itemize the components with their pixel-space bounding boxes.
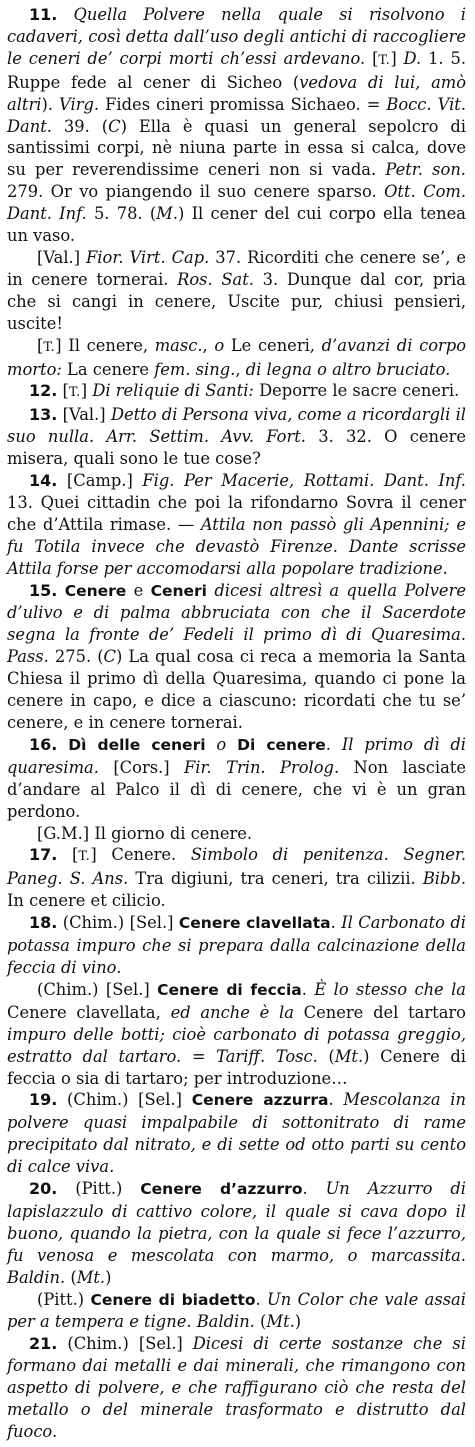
source-tag: T. bbox=[378, 52, 391, 68]
italic-segment: ed anche è la bbox=[170, 1002, 294, 1022]
italic-segment: Mt. bbox=[266, 1312, 295, 1332]
italic-segment: masc. bbox=[154, 335, 203, 355]
text-segment: . bbox=[255, 1289, 268, 1309]
text-segment: Non lasciate d’andare al Palco il dì di cenere, che vi è un gran perdono. bbox=[7, 757, 466, 821]
italic-segment: Dicesi di certe sostanze che si formano dai metalli e dai minerali, che rimangono con aspetto di polvere, e che raffigurano ciò che resta del metallo o del minerale trasformato e distrutto dal fuoco. bbox=[7, 1334, 466, 1441]
text-segment: (Chim.) [Sel.] bbox=[57, 1334, 193, 1354]
source-tag: T. bbox=[43, 339, 56, 355]
text-segment: , bbox=[235, 359, 246, 379]
text-segment: ] bbox=[390, 48, 404, 68]
entry-20 bbox=[7, 1178, 466, 1289]
text-segment: ] Cenere. bbox=[90, 845, 191, 865]
italic-segment: Fir. Trin. Prolog. bbox=[184, 757, 340, 777]
italic-segment: Mescolanza in polvere quasi impalpabile di sottonitrato di rame precipitato dal nitrato, e di sette od otto parti su cento di calce viva. bbox=[7, 1090, 466, 1177]
entry-20-b bbox=[7, 1289, 466, 1334]
headword: Dì delle ceneri bbox=[68, 735, 206, 754]
entry-number: 19. bbox=[29, 1090, 58, 1110]
text-segment: (Chim.) [Sel.] bbox=[57, 1090, 192, 1110]
text-segment: In cenere et cilicio. bbox=[7, 891, 166, 911]
entry-number: 12. bbox=[29, 381, 58, 401]
headword: Cenere clavellata bbox=[178, 914, 331, 933]
text-segment: 279. Or vo piangendo il suo cenere sparso. bbox=[7, 182, 385, 202]
headword: Di cenere bbox=[237, 735, 326, 754]
text-segment: . bbox=[330, 913, 342, 933]
entry-number: 16. bbox=[29, 734, 58, 754]
headword: Cenere di feccia bbox=[157, 980, 302, 999]
italic-segment: Bocc. Vit. Dant. bbox=[7, 94, 467, 136]
text-segment: ) bbox=[105, 1267, 112, 1287]
italic-segment: Di reliquie di Santi: bbox=[92, 381, 254, 401]
entry-number: 13. bbox=[29, 405, 58, 425]
text-segment: 37. Ricorditi che cenere se’, e in cenere tornerai. bbox=[7, 247, 466, 289]
text-segment: ) La qual cosa ci reca a memoria la Santa Chiesa il primo dì della Quaresima, quando ci pone la cenere in capo, e dice a ciascuno: ricordati che tu se’ cenere, e in cenere tornerai. bbox=[7, 647, 466, 732]
text-segment: 275. ( bbox=[48, 647, 104, 667]
text-segment: (Chim.) [Sel.] bbox=[37, 979, 158, 999]
entry-number: 17. bbox=[29, 845, 58, 865]
text-segment: [G.M.] Il giorno di cenere. bbox=[37, 823, 253, 843]
italic-segment: dicesi altresì a quella Polvere d’ulivo e di palma abbruciata con che il Sacerdote segna la fronte de’ Fedeli il primo dì di Quaresima. Pass. bbox=[7, 580, 466, 667]
text-segment: . bbox=[325, 734, 342, 754]
italic-segment: o bbox=[214, 335, 225, 355]
italic-segment: Un Color che vale assai per a tempera e tigne. Baldin. bbox=[7, 1289, 466, 1332]
text-segment: ( bbox=[65, 1267, 77, 1287]
text-segment: 3. Dunque dal cor, pria che si cangi in cenere, Uscite pur, chiusi pensieri, uscite! bbox=[7, 269, 466, 333]
entry-11 bbox=[7, 4, 466, 247]
italic-segment: Mt. bbox=[334, 1046, 364, 1066]
text-segment: 13. Quei cittadin che poi la rifondarno Sovra il cener che d’Attila rimase. — bbox=[7, 492, 466, 534]
text-segment: [Val.] bbox=[37, 247, 87, 267]
headword: Cenere bbox=[64, 581, 127, 600]
italic-segment: C bbox=[103, 647, 117, 667]
entry-18-b bbox=[7, 979, 466, 1090]
italic-segment: Ott. Com. Dant. Inf. bbox=[7, 182, 466, 224]
italic-segment: di legna o altro bruciato. bbox=[245, 359, 451, 379]
text-segment: ) Il cener del cui corpo ella tenea un vaso. bbox=[7, 204, 466, 246]
text-segment: ) Cenere di feccia o sia di tartaro; per introduzione… bbox=[7, 1046, 466, 1088]
text-segment bbox=[206, 735, 217, 754]
entry-number: 20. bbox=[29, 1179, 58, 1199]
text-segment bbox=[226, 735, 237, 754]
entry-19 bbox=[7, 1089, 466, 1178]
entry-16-gm bbox=[7, 823, 466, 845]
italic-segment: D. bbox=[403, 48, 422, 68]
text-segment: (Pitt.) bbox=[37, 1289, 91, 1309]
text-segment: ( bbox=[317, 1046, 335, 1066]
text-segment: 39. ( bbox=[51, 116, 109, 136]
entry-21 bbox=[7, 1333, 466, 1443]
headword: Ceneri bbox=[150, 581, 207, 600]
text-segment: La cenere bbox=[61, 359, 155, 379]
italic-segment: Virg. bbox=[59, 94, 100, 114]
text-segment: [ bbox=[37, 335, 44, 355]
text-segment: (Pitt.) bbox=[57, 1179, 141, 1199]
text-segment bbox=[57, 735, 68, 754]
text-segment: Deporre le sacre ceneri. bbox=[253, 381, 460, 401]
entry-13 bbox=[7, 404, 466, 470]
italic-segment: Attila non passò gli Apennini; e fu Totila invece che devastò Firenze. Dante scrisse Attila forse per accomodarsi alla popolare tradizione. bbox=[7, 514, 466, 578]
entry-15 bbox=[7, 580, 466, 734]
text-segment: 1. 5. Ruppe fede al cener di Sicheo ( bbox=[7, 48, 466, 92]
entry-number: 11. bbox=[29, 5, 58, 24]
text-segment: . bbox=[301, 979, 315, 999]
italic-segment: Fig. Per Macerie, Rottami. Dant. Inf. bbox=[142, 471, 466, 491]
text-segment: ( bbox=[254, 1312, 267, 1332]
text-segment: ] Il cenere, bbox=[55, 335, 155, 355]
text-segment: [ bbox=[57, 381, 69, 401]
source-tag: T. bbox=[68, 385, 81, 401]
headword: Cenere azzurra bbox=[191, 1091, 329, 1110]
text-segment: . bbox=[328, 1090, 344, 1110]
italic-segment: È lo stesso che la bbox=[314, 979, 466, 999]
text-segment: Cenere clavellata, bbox=[7, 1002, 171, 1022]
italic-segment: Il Carbonato di potassa impuro che si prepara dalla calcinazione della feccia di vino. bbox=[7, 913, 466, 977]
text-segment bbox=[57, 5, 73, 24]
italic-segment: Bibb. bbox=[422, 869, 467, 889]
italic-segment: Quella Polvere nella quale si risolvono i cadaveri, così detta dall’uso degli antichi di raccogliere le ceneri de’ corpi morti ch’essi ardevano. bbox=[7, 5, 466, 68]
text-segment: (Chim.) [Sel.] bbox=[57, 913, 179, 933]
entry-14 bbox=[7, 470, 466, 580]
entry-number: 15. bbox=[29, 580, 58, 600]
italic-segment: fem. sing. bbox=[154, 359, 236, 379]
entry-12 bbox=[7, 380, 466, 404]
entry-11-t bbox=[7, 335, 466, 381]
entry-number: 14. bbox=[29, 471, 58, 491]
text-segment: 3. 32. O cenere misera, quali sono le tue cose? bbox=[7, 427, 466, 469]
italic-segment: d’avanzi di corpo morto: bbox=[7, 335, 466, 379]
text-segment: ] bbox=[80, 381, 93, 401]
italic-segment: o bbox=[216, 734, 227, 754]
text-segment: [ bbox=[365, 48, 379, 68]
entry-number: 21. bbox=[29, 1334, 58, 1354]
text-segment: ). bbox=[41, 94, 60, 114]
text-segment: , bbox=[202, 335, 215, 355]
entry-16 bbox=[7, 734, 466, 823]
text-segment: [Camp.] bbox=[57, 471, 143, 491]
italic-segment: impuro delle botti; cioè carbonato di potassa greggio, estratto dal tartaro. = Tariff. Tosc. bbox=[7, 1024, 466, 1066]
entries-column bbox=[7, 4, 466, 1443]
text-segment: [Cors.] bbox=[98, 757, 185, 777]
text-segment: Cenere del tartaro bbox=[293, 1002, 466, 1022]
text-segment: 5. 78. ( bbox=[86, 204, 157, 224]
text-segment: Le ceneri, bbox=[224, 335, 322, 355]
italic-segment: Detto di Persona viva, come a ricordargli il suo nulla. Arr. Settim. Avv. Fort. bbox=[7, 405, 467, 447]
text-segment: ) Ella è quasi un general sepolcro di santissimi corpi, nè niuna parte in essa si calca, dove su per reverendissime ceneri non si vada. bbox=[7, 116, 466, 180]
text-segment bbox=[57, 581, 64, 600]
text-segment: e bbox=[126, 580, 151, 600]
italic-segment: Un Azzurro di lapislazzulo di cattivo colore, il quale si cava dopo il buono, quando la pietra, con la quale si fece l’azzurro, fu venosa e mescolata con marmo, o marcassita. Baldin. bbox=[7, 1179, 466, 1287]
text-segment: Fides cineri promissa Sichaeo. = bbox=[99, 94, 387, 114]
italic-segment: Il primo dì di quaresima. bbox=[7, 734, 466, 777]
entry-number: 18. bbox=[29, 913, 58, 933]
text-segment: Tra digiuni, tra ceneri, tra cilizii. bbox=[128, 869, 423, 889]
text-segment: [ bbox=[57, 845, 79, 865]
italic-segment: Mt. bbox=[76, 1267, 106, 1287]
source-tag: T. bbox=[78, 849, 91, 865]
headword: Cenere d’azzurro bbox=[140, 1180, 303, 1199]
italic-segment: Fior. Virt. Cap. bbox=[86, 247, 210, 267]
entry-11-val bbox=[7, 247, 466, 335]
entry-18 bbox=[7, 912, 466, 979]
italic-segment: Simbolo di penitenza. Segner. Paneg. S. Ans. bbox=[7, 845, 467, 889]
italic-segment: vedova di lui, amò altri bbox=[7, 72, 467, 114]
headword: Cenere di biadetto bbox=[90, 1290, 256, 1309]
italic-segment: C bbox=[108, 116, 121, 136]
text-segment: ) bbox=[294, 1312, 302, 1332]
text-segment: . bbox=[302, 1179, 326, 1199]
text-segment: [Val.] bbox=[57, 405, 111, 425]
italic-segment: Ros. Sat. bbox=[177, 269, 254, 289]
italic-segment: M. bbox=[156, 204, 179, 224]
italic-segment: Petr. son. bbox=[385, 160, 466, 180]
entry-17 bbox=[7, 844, 466, 912]
